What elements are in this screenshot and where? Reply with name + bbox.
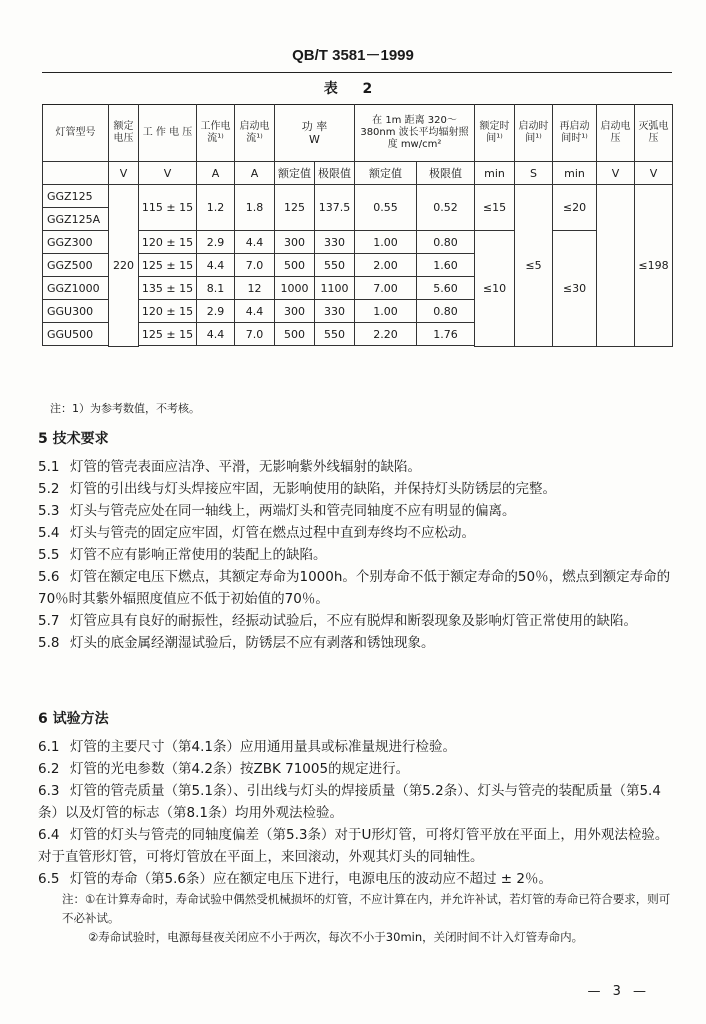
cell-model: GGU300 <box>43 300 109 323</box>
cell-rated-time: ≤15 <box>475 185 515 231</box>
clause-number: 5.8 <box>38 635 60 651</box>
cell-start-current: 7.0 <box>235 323 275 346</box>
cell-irr-limit: 0.80 <box>417 300 475 323</box>
clause-number: 5.1 <box>38 459 60 475</box>
cell-restart-time: ≤30 <box>553 231 597 347</box>
spec-table <box>42 104 673 347</box>
clause-text: 灯管的引出线与灯头焊接应牢固，无影响使用的缺陷，并保持灯头防锈层的完整。 <box>70 481 556 497</box>
table-row <box>43 185 673 208</box>
cell-power-rated: 1000 <box>275 277 315 300</box>
cell-power-rated: 500 <box>275 254 315 277</box>
cell-model: GGZ500 <box>43 254 109 277</box>
clause-number: 5.6 <box>38 569 60 585</box>
clause <box>38 522 678 544</box>
clause <box>38 632 678 654</box>
spacer-cell <box>43 346 109 347</box>
cell-irr-limit: 0.80 <box>417 231 475 254</box>
clause <box>38 478 678 500</box>
th-unit-v2: V <box>139 162 197 185</box>
cell-start-current: 12 <box>235 277 275 300</box>
cell-work-current: 4.4 <box>197 254 235 277</box>
cell-work-voltage: 125 ± 15 <box>139 323 197 346</box>
cell-irr-rated: 7.00 <box>355 277 417 300</box>
th-power <box>275 105 355 162</box>
th-unit-v1: V <box>109 162 139 185</box>
th-start-current: 启动电流¹⁾ <box>235 105 275 162</box>
cell-model: GGZ1000 <box>43 277 109 300</box>
cell-work-current: 1.2 <box>197 185 235 231</box>
test-note: 注：①在计算寿命时，寿命试验中偶然受机械损坏的灯管，不应计算在内，并允许补试，若灯管的寿命已符合要求，则可不必补试。 <box>62 892 671 925</box>
clause-text: 灯管不应有影响正常使用的装配上的缺陷。 <box>70 547 327 563</box>
clause-text: 灯头与管壳应处在同一轴线上，两端灯头和管壳同轴度不应有明显的偏离。 <box>70 503 516 519</box>
cell-rated-time: ≤10 <box>475 231 515 347</box>
clause-text: 灯管的寿命（第5.6条）应在额定电压下进行，电源电压的波动应不超过 ± 2％。 <box>70 871 552 887</box>
cell-start-current: 7.0 <box>235 254 275 277</box>
cell-power-limit: 550 <box>315 323 355 346</box>
cell-work-voltage: 120 ± 15 <box>139 300 197 323</box>
th-unit-s: S <box>515 162 553 185</box>
th-arc-voltage: 灭弧电压 <box>635 105 673 162</box>
clause <box>38 868 678 890</box>
th-unit-v4: V <box>635 162 673 185</box>
section-6-notes <box>38 890 678 947</box>
cell-start-time: ≤5 <box>515 185 553 347</box>
page-number: — 3 — <box>587 984 650 999</box>
clause <box>38 566 678 610</box>
clause <box>38 500 678 522</box>
cell-model: GGZ125 <box>43 185 109 208</box>
standard-code-header: QB/T 3581－1999 <box>292 47 414 64</box>
th-unit-a1: A <box>197 162 235 185</box>
clause-number: 6.1 <box>38 739 60 755</box>
cell-irr-rated: 2.20 <box>355 323 417 346</box>
clause-number: 5.7 <box>38 613 60 629</box>
cell-irr-rated: 2.00 <box>355 254 417 277</box>
cell-start-current: 1.8 <box>235 185 275 231</box>
th-irradiance: 在 1m 距离 320～380nm 波长平均辐射照度 mw/cm² <box>355 105 475 162</box>
clause-number: 6.2 <box>38 761 60 777</box>
th-power-unit: W <box>309 133 320 146</box>
th-work-voltage: 工 作 电 压 <box>139 105 197 162</box>
clause <box>38 758 678 780</box>
clause-text: 灯管的管壳质量（第5.1条）、引出线与灯头的焊接质量（第5.2条）、灯头与管壳的装配质量（第5.4条）以及灯管的标志（第8.1条）均用外观法检验。 <box>38 783 661 821</box>
test-note: ②寿命试验时，电源每昼夜关闭应不小于两次，每次不小于30min，关闭时间不计入灯管寿命内。 <box>88 930 584 944</box>
clause-text: 灯管的主要尺寸（第4.1条）应用通用量具或标准量规进行检验。 <box>70 739 456 755</box>
cell-power-rated: 300 <box>275 300 315 323</box>
cell-power-limit: 330 <box>315 231 355 254</box>
cell-start-current: 4.4 <box>235 300 275 323</box>
cell-irr-limit: 1.76 <box>417 323 475 346</box>
clause-text: 灯管的灯头与管壳的同轴度偏差（第5.3条）对于U形灯管，可将灯管平放在平面上，用外观法检验。对于直管形灯管，可将灯管放在平面上，来回滚动，外观其灯头的同轴性。 <box>38 827 669 865</box>
cell-work-current: 8.1 <box>197 277 235 300</box>
th-irr-rated: 额定值 <box>355 162 417 185</box>
clause-number: 6.5 <box>38 871 60 887</box>
clause-number: 6.3 <box>38 783 60 799</box>
clause-text: 灯管应具有良好的耐振性，经振动试验后，不应有脱焊和断裂现象及影响灯管正常使用的缺陷。 <box>70 613 637 629</box>
th-start-time: 启动时间¹⁾ <box>515 105 553 162</box>
th-unit-v3: V <box>597 162 635 185</box>
th-rated-time: 额定时间¹⁾ <box>475 105 515 162</box>
cell-power-limit: 330 <box>315 300 355 323</box>
clause <box>38 780 678 824</box>
clause <box>38 824 678 868</box>
clause-text: 灯管的光电参数（第4.2条）按ZBK 71005的规定进行。 <box>70 761 410 777</box>
th-power-label: 功 率 <box>301 120 328 133</box>
th-work-current: 工作电流¹⁾ <box>197 105 235 162</box>
cell-start-current: 4.4 <box>235 231 275 254</box>
cell-power-rated: 500 <box>275 323 315 346</box>
th-rated-voltage: 额定电压 <box>109 105 139 162</box>
th-unit-min2: min <box>553 162 597 185</box>
th-unit-a2: A <box>235 162 275 185</box>
th-power-rated: 额定值 <box>275 162 315 185</box>
clause-text: 灯管的管壳表面应洁净、平滑，无影响紫外线辐射的缺陷。 <box>70 459 421 475</box>
cell-irr-rated: 1.00 <box>355 231 417 254</box>
cell-work-voltage: 115 ± 15 <box>139 185 197 231</box>
cell-irr-rated: 0.55 <box>355 185 417 231</box>
clause <box>38 736 678 758</box>
cell-work-current: 2.9 <box>197 231 235 254</box>
spacer-cell <box>139 346 515 347</box>
table-caption: 表 2 <box>323 81 383 97</box>
clause <box>38 544 678 566</box>
th-restart-time: 再启动间时¹⁾ <box>553 105 597 162</box>
clause-number: 5.2 <box>38 481 60 497</box>
cell-irr-limit: 5.60 <box>417 277 475 300</box>
table-note: 注：1）为参考数值，不考核。 <box>50 402 200 415</box>
cell-model: GGZ300 <box>43 231 109 254</box>
cell-irr-limit: 0.52 <box>417 185 475 231</box>
cell-power-limit: 137.5 <box>315 185 355 231</box>
clause-text: 灯头与管壳的固定应牢固，灯管在燃点过程中直到寿终均不应松动。 <box>70 525 475 541</box>
clause-number: 5.4 <box>38 525 60 541</box>
th-start-voltage: 启动电压 <box>597 105 635 162</box>
cell-rated-voltage: 220 <box>109 185 139 347</box>
clause <box>38 610 678 632</box>
th-model: 灯管型号 <box>43 105 109 162</box>
section-5-title: 5 技术要求 <box>38 431 109 447</box>
cell-restart-time: ≤20 <box>553 185 597 231</box>
th-power-limit: 极限值 <box>315 162 355 185</box>
cell-irr-rated: 1.00 <box>355 300 417 323</box>
clause-number: 6.4 <box>38 827 60 843</box>
cell-work-voltage: 135 ± 15 <box>139 277 197 300</box>
cell-start-voltage <box>597 185 635 347</box>
th-unit-min1: min <box>475 162 515 185</box>
section-5 <box>38 428 678 654</box>
th-irr-limit: 极限值 <box>417 162 475 185</box>
cell-power-limit: 1100 <box>315 277 355 300</box>
cell-arc-voltage: ≤198 <box>635 185 673 347</box>
cell-model: GGZ125A <box>43 208 109 231</box>
cell-power-rated: 300 <box>275 231 315 254</box>
cell-work-voltage: 120 ± 15 <box>139 231 197 254</box>
clause-number: 5.5 <box>38 547 60 563</box>
clause <box>38 456 678 478</box>
section-5-clauses <box>38 456 678 654</box>
header-rule <box>42 72 672 73</box>
clause-text: 灯头的底金属经潮湿试验后，防锈层不应有剥落和锈蚀现象。 <box>70 635 435 651</box>
cell-work-current: 4.4 <box>197 323 235 346</box>
clause-text: 灯管在额定电压下燃点，其额定寿命为1000h。个别寿命不低于额定寿命的50％，燃点到额定寿命的70％时其紫外辐照度值应不低于初始值的70％。 <box>38 569 671 607</box>
section-6 <box>38 708 678 947</box>
cell-power-limit: 550 <box>315 254 355 277</box>
cell-irr-limit: 1.60 <box>417 254 475 277</box>
cell-work-voltage: 125 ± 15 <box>139 254 197 277</box>
th-unit-blank <box>43 162 109 185</box>
clause-number: 5.3 <box>38 503 60 519</box>
cell-model: GGU500 <box>43 323 109 346</box>
section-6-clauses <box>38 736 678 890</box>
section-6-title: 6 试验方法 <box>38 711 109 727</box>
cell-work-current: 2.9 <box>197 300 235 323</box>
cell-power-rated: 125 <box>275 185 315 231</box>
